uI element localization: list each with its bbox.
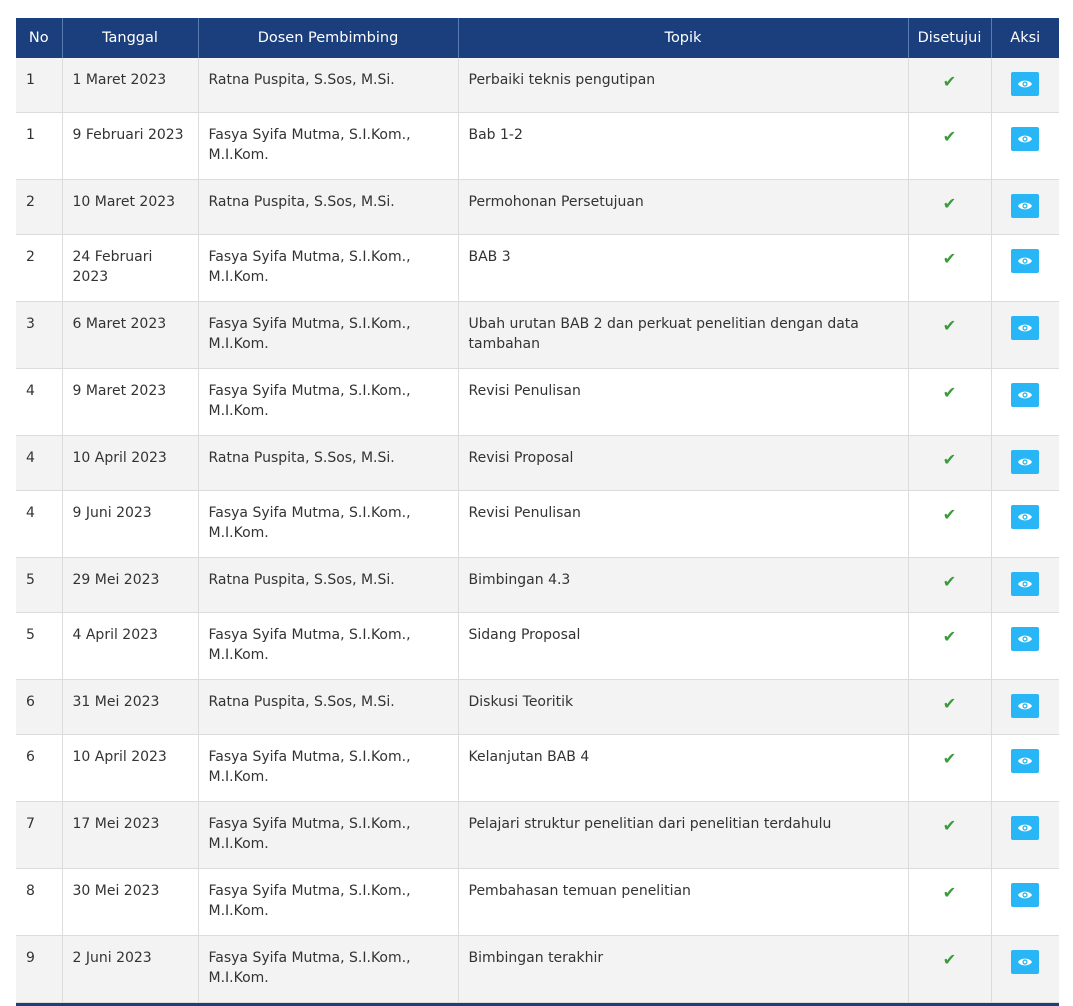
view-button[interactable]: [1011, 694, 1039, 718]
cell-no: 6: [16, 735, 62, 802]
table-row: [16, 235, 1059, 302]
view-button[interactable]: [1011, 450, 1039, 474]
view-button[interactable]: [1011, 572, 1039, 596]
cell-dosen: Fasya Syifa Mutma, S.I.Kom., M.I.Kom.: [198, 302, 458, 369]
column-header-topik[interactable]: Topik: [458, 18, 908, 58]
table-row: [16, 302, 1059, 369]
bimbingan-table: [16, 18, 1059, 1003]
cell-disetujui: [908, 58, 991, 113]
cell-topik: Bimbingan terakhir: [458, 936, 908, 1003]
cell-disetujui: [908, 180, 991, 235]
cell-dosen: Fasya Syifa Mutma, S.I.Kom., M.I.Kom.: [198, 936, 458, 1003]
cell-tanggal: 1 Maret 2023: [62, 58, 198, 113]
cell-disetujui: [908, 735, 991, 802]
eye-icon: [1017, 456, 1033, 468]
view-button[interactable]: [1011, 816, 1039, 840]
eye-icon: [1017, 755, 1033, 767]
eye-icon: [1017, 133, 1033, 145]
check-icon: ✔: [942, 194, 957, 213]
cell-topik: Kelanjutan BAB 4: [458, 735, 908, 802]
cell-tanggal: 17 Mei 2023: [62, 802, 198, 869]
table-row: [16, 369, 1059, 436]
cell-topik: Diskusi Teoritik: [458, 680, 908, 735]
cell-aksi: [991, 558, 1059, 613]
column-header-dosen[interactable]: Dosen Pembimbing: [198, 18, 458, 58]
cell-no: 4: [16, 436, 62, 491]
cell-disetujui: [908, 491, 991, 558]
cell-disetujui: [908, 869, 991, 936]
check-icon: ✔: [942, 450, 957, 469]
check-icon: ✔: [942, 883, 957, 902]
cell-tanggal: 2 Juni 2023: [62, 936, 198, 1003]
cell-no: 8: [16, 869, 62, 936]
eye-icon: [1017, 511, 1033, 523]
eye-icon: [1017, 200, 1033, 212]
view-button[interactable]: [1011, 505, 1039, 529]
view-button[interactable]: [1011, 316, 1039, 340]
cell-no: 3: [16, 302, 62, 369]
view-button[interactable]: [1011, 127, 1039, 151]
cell-disetujui: [908, 802, 991, 869]
column-header-disetujui[interactable]: Disetujui: [908, 18, 991, 58]
cell-no: 2: [16, 180, 62, 235]
cell-disetujui: [908, 936, 991, 1003]
cell-no: 1: [16, 58, 62, 113]
cell-tanggal: 6 Maret 2023: [62, 302, 198, 369]
cell-dosen: Fasya Syifa Mutma, S.I.Kom., M.I.Kom.: [198, 491, 458, 558]
cell-dosen: Fasya Syifa Mutma, S.I.Kom., M.I.Kom.: [198, 802, 458, 869]
table-row: [16, 491, 1059, 558]
cell-aksi: [991, 302, 1059, 369]
table-row: [16, 58, 1059, 113]
cell-no: 4: [16, 491, 62, 558]
cell-tanggal: 10 April 2023: [62, 735, 198, 802]
cell-aksi: [991, 113, 1059, 180]
cell-dosen: Ratna Puspita, S.Sos, M.Si.: [198, 680, 458, 735]
cell-tanggal: 10 Maret 2023: [62, 180, 198, 235]
cell-disetujui: [908, 113, 991, 180]
cell-disetujui: [908, 558, 991, 613]
cell-aksi: [991, 613, 1059, 680]
check-icon: ✔: [942, 572, 957, 591]
view-button[interactable]: [1011, 883, 1039, 907]
cell-tanggal: 9 Maret 2023: [62, 369, 198, 436]
cell-disetujui: [908, 680, 991, 735]
eye-icon: [1017, 78, 1033, 90]
cell-dosen: Ratna Puspita, S.Sos, M.Si.: [198, 436, 458, 491]
cell-dosen: Ratna Puspita, S.Sos, M.Si.: [198, 558, 458, 613]
cell-no: 2: [16, 235, 62, 302]
cell-aksi: [991, 869, 1059, 936]
cell-tanggal: 9 Juni 2023: [62, 491, 198, 558]
cell-dosen: Fasya Syifa Mutma, S.I.Kom., M.I.Kom.: [198, 235, 458, 302]
table-row: [16, 802, 1059, 869]
view-button[interactable]: [1011, 950, 1039, 974]
check-icon: ✔: [942, 749, 957, 768]
cell-topik: BAB 3: [458, 235, 908, 302]
cell-topik: Revisi Penulisan: [458, 491, 908, 558]
cell-dosen: Fasya Syifa Mutma, S.I.Kom., M.I.Kom.: [198, 113, 458, 180]
cell-disetujui: [908, 436, 991, 491]
eye-icon: [1017, 889, 1033, 901]
check-icon: ✔: [942, 627, 957, 646]
cell-tanggal: 29 Mei 2023: [62, 558, 198, 613]
cell-disetujui: [908, 369, 991, 436]
cell-aksi: [991, 735, 1059, 802]
check-icon: ✔: [942, 72, 957, 91]
check-icon: ✔: [942, 249, 957, 268]
cell-no: 4: [16, 369, 62, 436]
cell-aksi: [991, 369, 1059, 436]
cell-aksi: [991, 680, 1059, 735]
check-icon: ✔: [942, 950, 957, 969]
cell-aksi: [991, 58, 1059, 113]
cell-topik: Bab 1-2: [458, 113, 908, 180]
cell-aksi: [991, 491, 1059, 558]
cell-no: 6: [16, 680, 62, 735]
cell-aksi: [991, 180, 1059, 235]
check-icon: ✔: [942, 316, 957, 335]
eye-icon: [1017, 322, 1033, 334]
cell-dosen: Ratna Puspita, S.Sos, M.Si.: [198, 58, 458, 113]
view-button[interactable]: [1011, 749, 1039, 773]
cell-topik: Ubah urutan BAB 2 dan perkuat penelitian dengan data tambahan: [458, 302, 908, 369]
cell-topik: Revisi Proposal: [458, 436, 908, 491]
cell-topik: Sidang Proposal: [458, 613, 908, 680]
view-button[interactable]: [1011, 627, 1039, 651]
eye-icon: [1017, 255, 1033, 267]
cell-dosen: Fasya Syifa Mutma, S.I.Kom., M.I.Kom.: [198, 613, 458, 680]
cell-no: 5: [16, 613, 62, 680]
table-row: [16, 180, 1059, 235]
cell-no: 9: [16, 936, 62, 1003]
table-row: [16, 558, 1059, 613]
bimbingan-table-container: [16, 18, 1059, 1006]
cell-disetujui: [908, 302, 991, 369]
check-icon: ✔: [942, 383, 957, 402]
cell-dosen: Ratna Puspita, S.Sos, M.Si.: [198, 180, 458, 235]
table-row: [16, 680, 1059, 735]
view-button[interactable]: [1011, 194, 1039, 218]
cell-disetujui: [908, 235, 991, 302]
cell-tanggal: 4 April 2023: [62, 613, 198, 680]
eye-icon: [1017, 822, 1033, 834]
check-icon: ✔: [942, 694, 957, 713]
cell-disetujui: [908, 613, 991, 680]
cell-aksi: [991, 436, 1059, 491]
table-body: [16, 58, 1059, 1003]
table-row: [16, 735, 1059, 802]
table-row: [16, 113, 1059, 180]
eye-icon: [1017, 956, 1033, 968]
table-header: [16, 18, 1059, 58]
view-button[interactable]: [1011, 383, 1039, 407]
cell-topik: Perbaiki teknis pengutipan: [458, 58, 908, 113]
cell-aksi: [991, 936, 1059, 1003]
column-header-no[interactable]: No: [16, 18, 62, 58]
cell-tanggal: 10 April 2023: [62, 436, 198, 491]
cell-no: 1: [16, 113, 62, 180]
eye-icon: [1017, 389, 1033, 401]
cell-no: 5: [16, 558, 62, 613]
cell-topik: Revisi Penulisan: [458, 369, 908, 436]
table-row: [16, 613, 1059, 680]
view-button[interactable]: [1011, 249, 1039, 273]
cell-tanggal: 9 Februari 2023: [62, 113, 198, 180]
check-icon: ✔: [942, 816, 957, 835]
table-row: [16, 936, 1059, 1003]
cell-aksi: [991, 235, 1059, 302]
table-row: [16, 436, 1059, 491]
view-button[interactable]: [1011, 72, 1039, 96]
cell-topik: Pelajari struktur penelitian dari penelitian terdahulu: [458, 802, 908, 869]
column-header-tanggal[interactable]: Tanggal: [62, 18, 198, 58]
cell-tanggal: 31 Mei 2023: [62, 680, 198, 735]
eye-icon: [1017, 633, 1033, 645]
cell-topik: Pembahasan temuan penelitian: [458, 869, 908, 936]
table-row: [16, 869, 1059, 936]
check-icon: ✔: [942, 505, 957, 524]
cell-tanggal: 24 Februari 2023: [62, 235, 198, 302]
cell-dosen: Fasya Syifa Mutma, S.I.Kom., M.I.Kom.: [198, 735, 458, 802]
cell-topik: Permohonan Persetujuan: [458, 180, 908, 235]
cell-topik: Bimbingan 4.3: [458, 558, 908, 613]
check-icon: ✔: [942, 127, 957, 146]
cell-tanggal: 30 Mei 2023: [62, 869, 198, 936]
cell-dosen: Fasya Syifa Mutma, S.I.Kom., M.I.Kom.: [198, 869, 458, 936]
eye-icon: [1017, 578, 1033, 590]
column-header-aksi: Aksi: [991, 18, 1059, 58]
eye-icon: [1017, 700, 1033, 712]
cell-no: 7: [16, 802, 62, 869]
cell-dosen: Fasya Syifa Mutma, S.I.Kom., M.I.Kom.: [198, 369, 458, 436]
cell-aksi: [991, 802, 1059, 869]
